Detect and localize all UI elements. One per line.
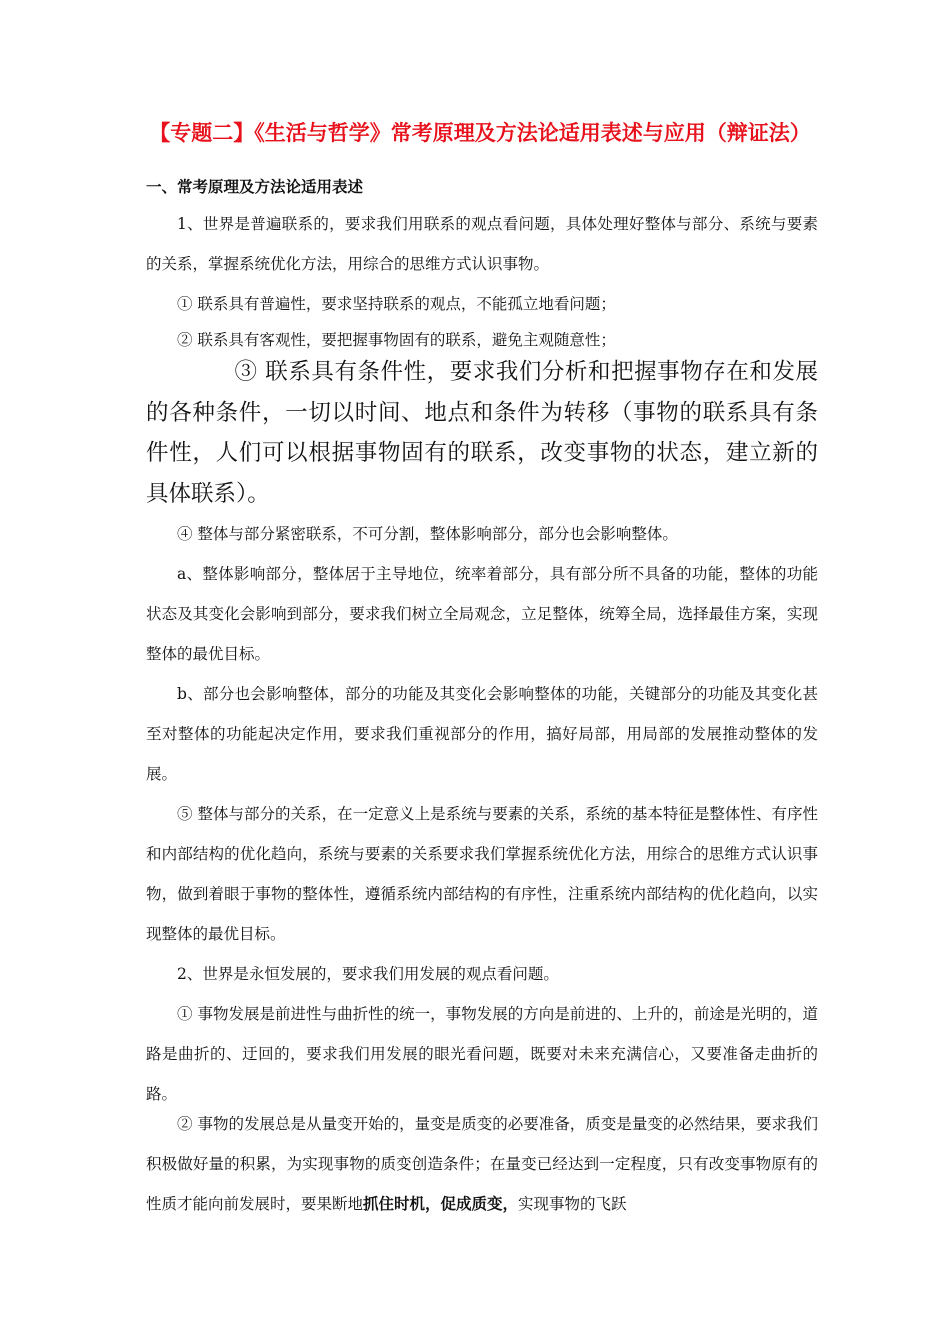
paragraph-4-text: ③ 联系具有条件性，要求我们分析和把握事物存在和发展的各种条件，一切以时间、地点和条件为转移（事物的联系具有条件性，人们可以根据事物固有的联系，改变事物的状态，建立新的具体联系）。 [146,359,818,507]
paragraph-4-large [146,352,818,514]
paragraph-1: 1、世界是普遍联系的，要求我们用联系的观点看问题，具体处理好整体与部分、系统与要素的关系，掌握系统优化方法，用综合的思维方式认识事物。 [146,215,818,273]
paragraph-11 [146,1104,818,1224]
document-title: 【专题二】《生活与哲学》常考原理及方法论适用表述与应用（辩证法） [149,120,811,145]
paragraph-2: ① 联系具有普遍性，要求坚持联系的观点，不能孤立地看问题； [177,295,616,313]
paragraph-3: ② 联系具有客观性，要把握事物固有的联系，避免主观随意性； [177,331,616,349]
paragraph-7: b、部分也会影响整体，部分的功能及其变化会影响整体的功能，关键部分的功能及其变化甚至对整体的功能起决定作用，要求我们重视部分的作用，搞好局部，用局部的发展推动整体的发展。 [146,685,818,783]
paragraph-11-emphasis: 抓住时机，促成质变， [363,1194,519,1213]
paragraph-11-text-b: 实现事物的飞跃 [518,1195,627,1213]
paragraph-10: ① 事物发展是前进性与曲折性的统一，事物发展的方向是前进的、上升的，前途是光明的，道路是曲折的、迂回的，要求我们用发展的眼光看问题，既要对未来充满信心，又要准备走曲折的路。 [146,1005,818,1103]
paragraph-11-text-a: ② 事物的发展总是从量变开始的，量变是质变的必要准备，质变是量变的必然结果，要求我们积极做好量的积累，为实现事物的质变创造条件；在量变已经达到一定程度，只有改变事物原有的性质才能向前发展时，要果断地 [146,1115,818,1213]
section-heading: 一、常考原理及方法论适用表述 [146,177,364,196]
paragraph-8: ⑤ 整体与部分的关系，在一定意义上是系统与要素的关系，系统的基本特征是整体性、有序性和内部结构的优化趋向，系统与要素的关系要求我们掌握系统优化方法，用综合的思维方式认识事物，做到着眼于事物的整体性，遵循系统内部结构的有序性，注重系统内部结构的优化趋向，以实现整体的最优目标。 [146,805,818,943]
paragraph-9: 2、世界是永恒发展的，要求我们用发展的观点看问题。 [177,965,559,983]
paragraph-5: ④ 整体与部分紧密联系，不可分割，整体影响部分，部分也会影响整体。 [177,525,678,543]
paragraph-6: a、整体影响部分，整体居于主导地位，统率着部分，具有部分所不具备的功能，整体的功能状态及其变化会影响到部分，要求我们树立全局观念，立足整体，统筹全局，选择最佳方案，实现整体的最优目标。 [146,565,818,663]
